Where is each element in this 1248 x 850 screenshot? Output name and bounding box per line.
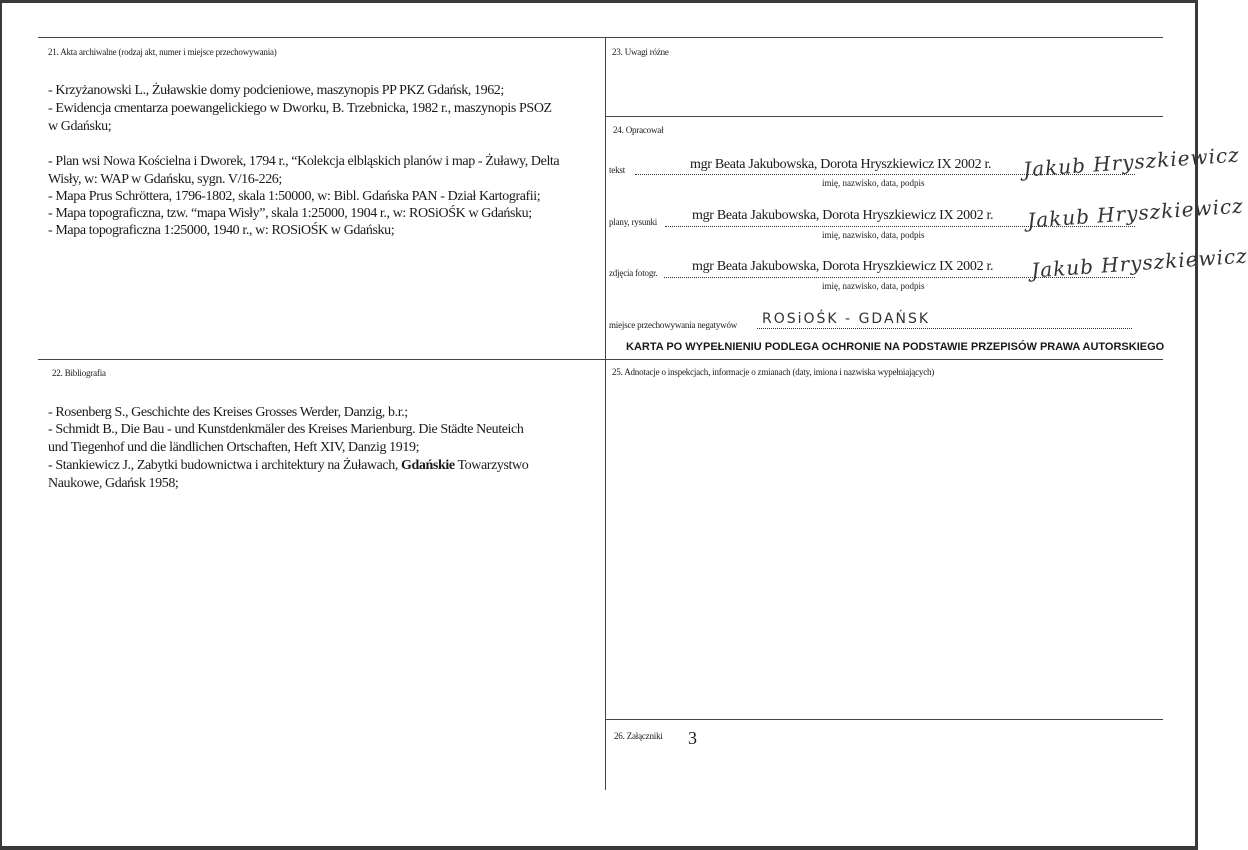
- author-signature: Jakub Hryszkiewicz: [1022, 142, 1241, 182]
- section-22-label: 22. Bibliografia: [52, 368, 106, 378]
- author-signature: Jakub Hryszkiewicz: [1030, 243, 1248, 283]
- scan-edge-right: [1195, 0, 1198, 850]
- archival-line: - Mapa Prus Schröttera, 1796-1802, skala 1:50000, w: Bibl. Gdańska PAN - Dział Kartografii;: [48, 189, 541, 204]
- author-row-label: zdjęcia fotogr.: [609, 268, 658, 278]
- archival-line: - Ewidencja cmentarza poewangelickiego w Dworku, B. Trzebnicka, 1982 r., maszynopis PSOZ: [48, 101, 552, 116]
- bibliography-line: und Tiegenhof und die ländlichen Ortschaften, Heft XIV, Danzig 1919;: [48, 440, 420, 455]
- author-caption: imię, nazwisko, data, podpis: [822, 230, 925, 240]
- author-caption: imię, nazwisko, data, podpis: [822, 178, 925, 188]
- author-value: mgr Beata Jakubowska, Dorota Hryszkiewicz IX 2002 r.: [690, 157, 992, 172]
- author-row-label: plany, rysunki: [609, 217, 658, 227]
- author-caption: imię, nazwisko, data, podpis: [822, 281, 925, 291]
- bibliography-line-stankiewicz: - Stankiewicz J., Zabytki budownictwa i architektury na Żuławach, Gdańskie Towarzystwo: [48, 458, 529, 473]
- bibliography-line: Naukowe, Gdańsk 1958;: [48, 476, 179, 491]
- archival-line: w Gdańsku;: [48, 119, 112, 134]
- form-center-divider: [605, 37, 606, 790]
- bibliography-line: - Rosenberg S., Geschichte des Kreises Grosses Werder, Danzig, b.r.;: [48, 405, 408, 420]
- bibliography-line: - Schmidt B., Die Bau - und Kunstdenkmäler des Kreises Marienburg. Die Städte Neuteich: [48, 422, 524, 437]
- negatives-stamp: ROSiOŚK - GDAŃSK: [762, 311, 931, 327]
- author-value: mgr Beata Jakubowska, Dorota Hryszkiewicz IX 2002 r.: [692, 208, 994, 223]
- scan-edge-bottom: [0, 846, 1198, 850]
- author-value: mgr Beata Jakubowska, Dorota Hryszkiewicz IX 2002 r.: [692, 259, 994, 274]
- archival-line: Wisły, w: WAP w Gdańsku, sygn. V/16-226;: [48, 172, 282, 187]
- scan-edge-top: [0, 0, 1198, 3]
- section-25-label: 25. Adnotacje o inspekcjach, informacje o zmianach (daty, imiona i nazwiska wypełniających): [612, 367, 935, 377]
- author-signature: Jakub Hryszkiewicz: [1026, 193, 1245, 233]
- archival-line: - Mapa topograficzna 1:25000, 1940 r., w: ROSiOŚK w Gdańsku;: [48, 223, 395, 238]
- section-24-label: 24. Opracował: [613, 125, 664, 135]
- divider-23-24: [605, 116, 1163, 117]
- section-26-label: 26. Załączniki: [614, 731, 663, 741]
- archival-line: - Mapa topograficzna, tzw. “mapa Wisły”, skala 1:25000, 1904 r., w: ROSiOŚK w Gdańsku;: [48, 206, 532, 221]
- form-top-border: [38, 37, 1163, 38]
- copyright-notice: KARTA PO WYPEŁNIENIU PODLEGA OCHRONIE NA PODSTAWIE PRZEPISÓW PRAWA AUTORSKIEGO: [626, 341, 1165, 353]
- archival-line: - Krzyżanowski L., Żuławskie domy podcieniowe, maszynopis PP PKZ Gdańsk, 1962;: [48, 83, 504, 98]
- divider-25-26: [605, 719, 1163, 720]
- author-row-label: tekst: [609, 165, 625, 175]
- divider-row-middle: [38, 359, 1163, 360]
- section-23-label: 23. Uwagi różne: [612, 47, 669, 57]
- negatives-label: miejsce przechowywania negatywów: [609, 320, 738, 330]
- archival-line: - Plan wsi Nowa Kościelna i Dworek, 1794 r., “Kolekcja elbląskich planów i map - Żuławy, Delta: [48, 154, 560, 169]
- scan-edge-left: [0, 0, 2, 850]
- negatives-dotted-line: [757, 328, 1132, 329]
- attachments-count: 3: [688, 728, 697, 748]
- section-21-label: 21. Akta archiwalne (rodzaj akt, numer i miejsce przechowywania): [48, 47, 277, 57]
